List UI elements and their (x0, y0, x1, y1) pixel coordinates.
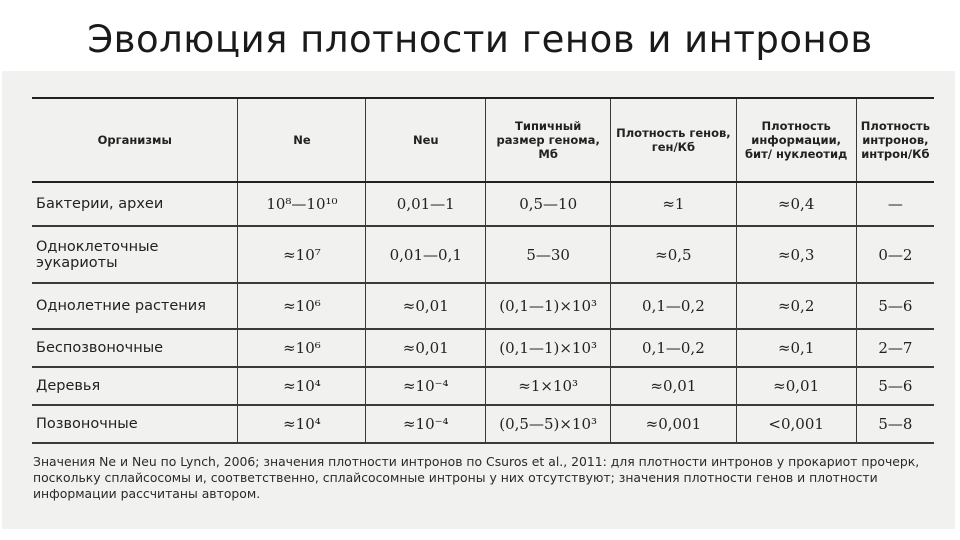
header-info-density: Плотность информации, бит/ нуклеотид (736, 98, 856, 182)
cell-info-density: ≈0,1 (736, 329, 856, 367)
cell-gene-density: ≈0,5 (611, 226, 736, 283)
cell-organism: Однолетние растения (36, 298, 206, 314)
header-intron-density: Плотность интронов, интрон/Кб (856, 98, 934, 182)
cell-ne: ≈10⁴ (238, 405, 366, 443)
table-row (32, 405, 934, 443)
cell-ne: 10⁸—10¹⁰ (238, 182, 366, 226)
header-gene-density: Плотность генов, ген/Кб (611, 98, 736, 182)
cell-info-density: ≈0,2 (736, 283, 856, 329)
page-title: Эволюция плотности генов и интронов (87, 18, 873, 61)
cell-gene-density: 0,1—0,2 (611, 283, 736, 329)
table-row (32, 182, 934, 226)
table-row (32, 283, 934, 329)
table-row (32, 329, 934, 367)
cell-gene-density: ≈0,001 (611, 405, 736, 443)
cell-intron-density: 5—6 (856, 367, 934, 405)
cell-genome-size: ≈1×10³ (486, 367, 611, 405)
cell-genome-size: (0,5—5)×10³ (486, 405, 611, 443)
cell-info-density: ≈0,4 (736, 182, 856, 226)
header-organisms: Организмы (97, 133, 172, 147)
cell-genome-size: (0,1—1)×10³ (486, 283, 611, 329)
cell-gene-density: 0,1—0,2 (611, 329, 736, 367)
header-genome-size: Типичный размер генома, Мб (486, 98, 611, 182)
table-scan (2, 71, 955, 529)
cell-intron-density: — (856, 182, 934, 226)
cell-neu: ≈10⁻⁴ (366, 405, 486, 443)
cell-intron-density: 0—2 (856, 226, 934, 283)
cell-intron-density: 5—6 (856, 283, 934, 329)
cell-ne: ≈10⁶ (238, 329, 366, 367)
cell-ne: ≈10⁴ (238, 367, 366, 405)
cell-ne: ≈10⁶ (238, 283, 366, 329)
cell-gene-density: ≈0,01 (611, 367, 736, 405)
cell-neu: ≈0,01 (366, 329, 486, 367)
cell-genome-size: (0,1—1)×10³ (486, 329, 611, 367)
cell-info-density: ≈0,01 (736, 367, 856, 405)
cell-organism: Одноклеточные эукариоты (36, 238, 159, 271)
cell-neu: ≈10⁻⁴ (366, 367, 486, 405)
cell-organism: Беспозвоночные (36, 340, 164, 356)
header-ne: Ne (238, 98, 366, 182)
cell-genome-size: 0,5—10 (486, 182, 611, 226)
cell-organism: Деревья (36, 378, 101, 394)
cell-gene-density: ≈1 (611, 182, 736, 226)
cell-info-density: <0,001 (736, 405, 856, 443)
cell-neu: 0,01—1 (366, 182, 486, 226)
cell-neu: 0,01—0,1 (366, 226, 486, 283)
cell-organism: Позвоночные (36, 416, 138, 432)
table-header-row (32, 98, 934, 182)
header-neu: Neu (366, 98, 486, 182)
cell-info-density: ≈0,3 (736, 226, 856, 283)
data-table (32, 97, 934, 444)
table-row (32, 367, 934, 405)
cell-intron-density: 5—8 (856, 405, 934, 443)
cell-ne: ≈10⁷ (238, 226, 366, 283)
table-footnote: Значения Ne и Neu по Lynch, 2006; значения плотности интронов по Csuros et al., 2011: для плотности интронов у прокариот прочерк, поскольку сплайсосомы и, соответственно, сплайсосомные интроны у них отсутствуют; значения плотности генов и плотности информации рассчитаны автором. (33, 454, 920, 501)
table-row (32, 226, 934, 283)
cell-genome-size: 5—30 (486, 226, 611, 283)
cell-organism: Бактерии, археи (36, 196, 164, 212)
cell-neu: ≈0,01 (366, 283, 486, 329)
cell-intron-density: 2—7 (856, 329, 934, 367)
